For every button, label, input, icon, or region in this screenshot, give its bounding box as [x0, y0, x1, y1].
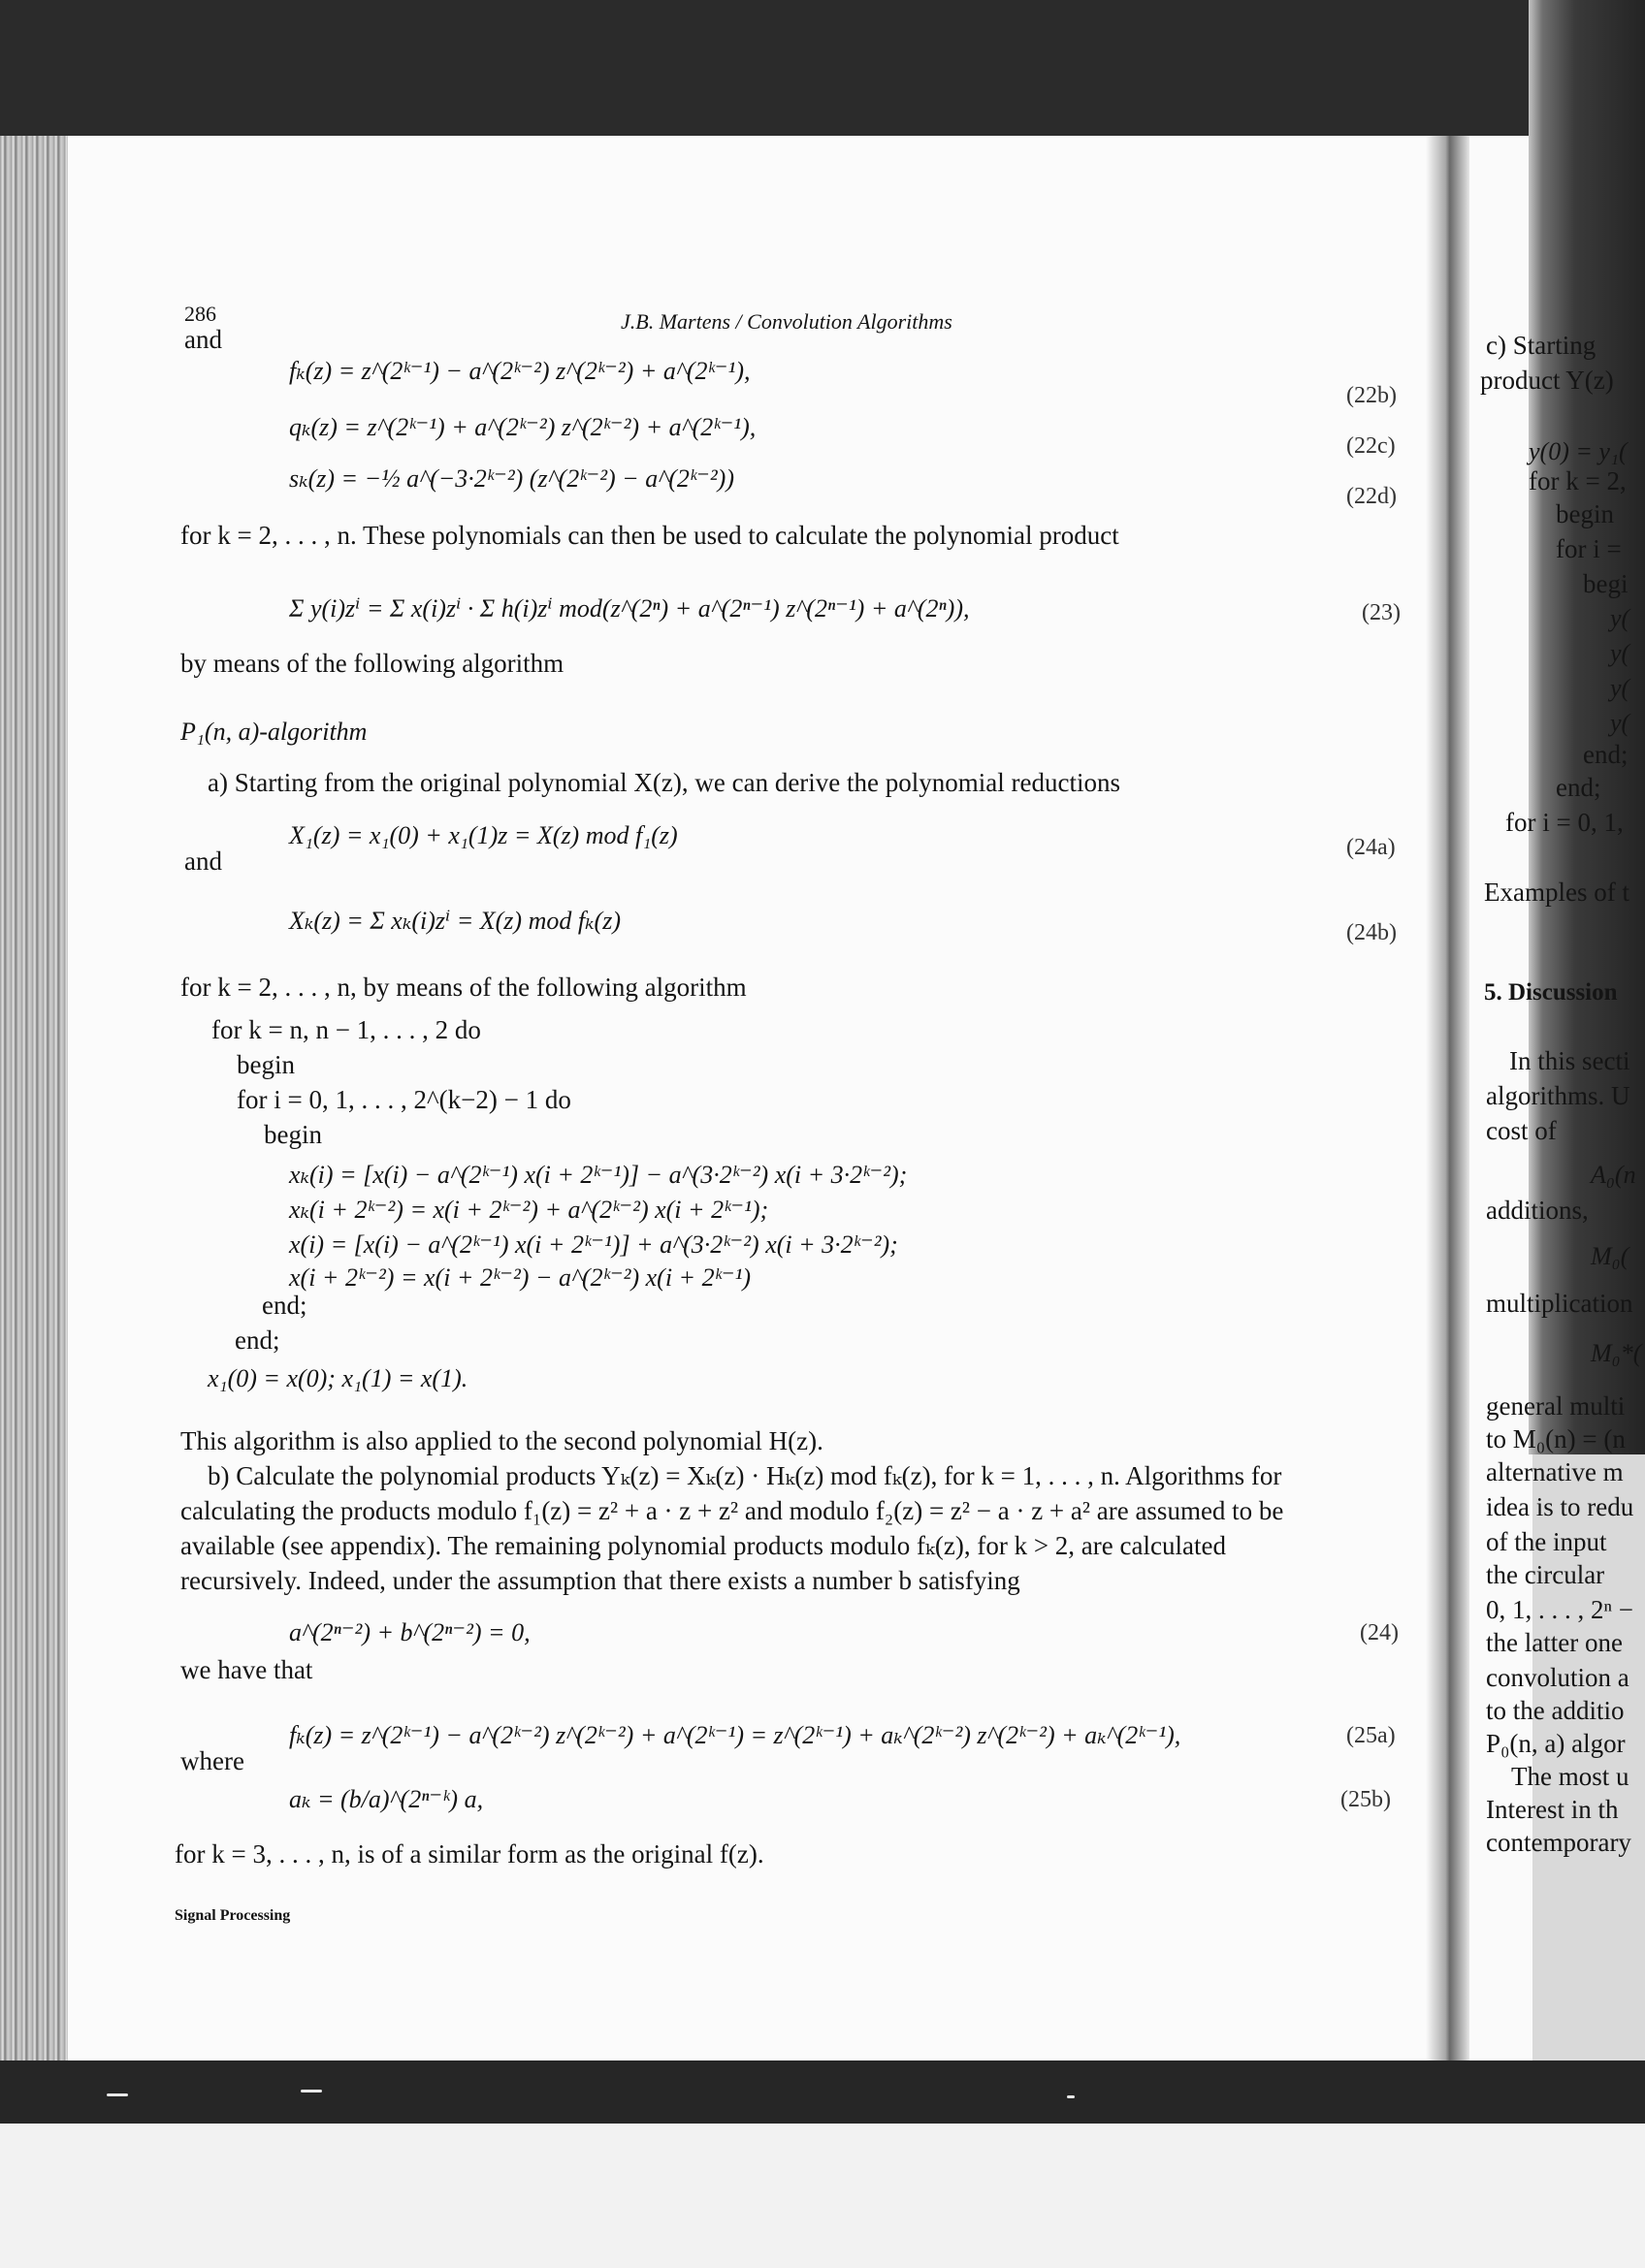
right-page-line-r08: y(	[1610, 604, 1630, 632]
right-page-line-r01: c) Starting	[1486, 331, 1597, 360]
text-line-l11: and	[184, 847, 222, 876]
scan-background-lower	[0, 2124, 1645, 2268]
text-line-l28: available (see appendix). The remaining polynomial products modulo fₖ(z), for k > 2, are calculated	[180, 1531, 1226, 1560]
right-page-line-r11: y(	[1610, 709, 1630, 737]
text-line-l08: P₁(n, a)-algorithm	[180, 718, 368, 746]
text-line-l16: for i = 0, 1, . . . , 2^(k−2) − 1 do	[237, 1085, 571, 1114]
text-line-l07: by means of the following algorithm	[180, 649, 564, 678]
equation-number-e25a: (25a)	[1346, 1723, 1396, 1748]
right-page-line-r34: to the additio	[1486, 1696, 1625, 1725]
right-page-line-r25: general multi	[1486, 1391, 1626, 1421]
text-line-l14: for k = n, n − 1, . . . , 2 do	[211, 1015, 481, 1044]
text-line-l18: xₖ(i) = [x(i) − a^(2ᵏ⁻¹) x(i + 2ᵏ⁻¹)] − a^(3·2ᵏ⁻²) x(i + 3·2ᵏ⁻²);	[289, 1161, 908, 1189]
right-page-line-r03: y(0) = y₁(	[1529, 437, 1628, 465]
right-page-line-r15: Examples of t	[1484, 878, 1629, 907]
running-title: J.B. Martens / Convolution Algorithms	[621, 309, 952, 334]
page-gutter	[1426, 136, 1469, 2065]
text-line-l32: fₖ(z) = z^(2ᵏ⁻¹) − a^(2ᵏ⁻²) z^(2ᵏ⁻²) + a^(2ᵏ⁻¹) = z^(2ᵏ⁻¹) + aₖ^(2ᵏ⁻²) z^(2ᵏ⁻²) + aₖ^(2ᵏ⁻¹),	[289, 1721, 1181, 1749]
text-line-l06: Σ y(i)zⁱ = Σ x(i)zⁱ · Σ h(i)zⁱ mod(z^(2ⁿ) + a^(2ⁿ⁻¹) z^(2ⁿ⁻¹) + a^(2ⁿ)),	[289, 594, 970, 623]
equation-number-e22d: (22d)	[1346, 484, 1397, 509]
text-line-l24: x₁(0) = x(0); x₁(1) = x(1).	[208, 1364, 468, 1392]
right-page-line-r19: cost of	[1486, 1116, 1557, 1145]
text-line-l05: for k = 2, . . . , n. These polynomials can then be used to calculate the polynomial product	[180, 521, 1119, 550]
right-page-line-r16: 5. Discussion	[1484, 979, 1618, 1006]
equation-number-e24a: (24a)	[1346, 835, 1396, 860]
right-page-line-r07: begi	[1583, 569, 1629, 598]
text-line-l09: a) Starting from the original polynomial X(z), we can derive the polynomial reductions	[208, 768, 1120, 797]
right-page-line-r23: multiplication	[1486, 1289, 1633, 1318]
page-edge-stack	[0, 136, 68, 2075]
right-page-line-r28: idea is to redu	[1486, 1492, 1634, 1521]
right-page-line-r26: to M₀(n) = (n	[1486, 1424, 1626, 1453]
text-line-l26: b) Calculate the polynomial products Yₖ(z) = Xₖ(z) · Hₖ(z) mod fₖ(z), for k = 1, . . . , n. Algorithms for	[208, 1461, 1282, 1490]
right-page-line-r29: of the input	[1486, 1527, 1607, 1556]
right-page-line-r30: the circular	[1486, 1560, 1605, 1589]
text-line-l01: and	[184, 325, 222, 354]
text-line-l35: for k = 3, . . . , n, is of a similar form as the original f(z).	[175, 1839, 764, 1869]
right-page-line-r14: for i = 0, 1,	[1505, 808, 1624, 837]
right-page-line-r12: end;	[1583, 740, 1629, 769]
right-page-line-r06: for i =	[1556, 534, 1622, 563]
text-line-l02: fₖ(z) = z^(2ᵏ⁻¹) − a^(2ᵏ⁻²) z^(2ᵏ⁻²) + a^(2ᵏ⁻¹),	[289, 357, 751, 385]
right-page-line-r13: end;	[1556, 773, 1601, 802]
text-line-l19: xₖ(i + 2ᵏ⁻²) = x(i + 2ᵏ⁻²) + a^(2ᵏ⁻²) x(i + 2ᵏ⁻¹);	[289, 1196, 769, 1224]
text-line-l21: x(i + 2ᵏ⁻²) = x(i + 2ᵏ⁻²) − a^(2ᵏ⁻²) x(i + 2ᵏ⁻¹)	[289, 1263, 752, 1292]
right-page-line-r20: A₀(n	[1591, 1161, 1636, 1189]
right-page-line-r36: The most u	[1511, 1762, 1629, 1791]
text-line-l31: we have that	[180, 1655, 313, 1684]
right-page-line-r05: begin	[1556, 499, 1614, 528]
text-line-l22: end;	[262, 1291, 307, 1320]
page-number: 286	[184, 302, 216, 326]
right-page-line-r31: 0, 1, . . . , 2ⁿ −	[1486, 1595, 1633, 1624]
text-line-l17: begin	[264, 1120, 322, 1149]
text-line-l12: Xₖ(z) = Σ xₖ(i)zⁱ = X(z) mod fₖ(z)	[289, 907, 621, 935]
text-line-l29: recursively. Indeed, under the assumption that there exists a number b satisfying	[180, 1566, 1020, 1595]
journal-footer: Signal Processing	[175, 1907, 291, 1924]
right-page-line-r32: the latter one	[1486, 1628, 1623, 1657]
equation-number-e24b: (24b)	[1346, 920, 1397, 945]
right-page-line-r38: contemporary	[1486, 1828, 1631, 1857]
text-line-l34: aₖ = (b/a)^(2ⁿ⁻ᵏ) a,	[289, 1785, 484, 1813]
equation-number-e22b: (22b)	[1346, 383, 1397, 408]
right-page-line-r02: product Y(z)	[1480, 366, 1614, 395]
right-page-line-r21: additions,	[1486, 1196, 1589, 1225]
text-line-l25: This algorithm is also applied to the second polynomial H(z).	[180, 1426, 823, 1455]
right-page-line-r33: convolution a	[1486, 1663, 1629, 1692]
text-line-l23: end;	[235, 1326, 280, 1355]
right-page-line-r09: y(	[1610, 639, 1630, 667]
scan-speck	[107, 2093, 128, 2096]
text-line-l13: for k = 2, . . . , n, by means of the following algorithm	[180, 973, 747, 1002]
text-line-l10: X₁(z) = x₁(0) + x₁(1)z = X(z) mod f₁(z)	[289, 821, 678, 849]
right-page-line-r35: P₀(n, a) algor	[1486, 1729, 1626, 1758]
right-page-line-r22: M₀(	[1591, 1242, 1629, 1270]
right-page-line-r10: y(	[1610, 674, 1630, 702]
scan-speck	[1067, 2095, 1075, 2098]
text-line-l15: begin	[237, 1050, 295, 1079]
text-line-l20: x(i) = [x(i) − a^(2ᵏ⁻¹) x(i + 2ᵏ⁻¹)] + a^(3·2ᵏ⁻²) x(i + 3·2ᵏ⁻²);	[289, 1230, 898, 1259]
right-page-line-r24: M₀*(	[1591, 1339, 1642, 1367]
equation-number-e24: (24)	[1360, 1620, 1399, 1645]
right-page-line-r27: alternative m	[1486, 1457, 1624, 1486]
equation-number-e22c: (22c)	[1346, 433, 1396, 459]
scan-speck	[301, 2090, 322, 2092]
equation-number-e25b: (25b)	[1340, 1787, 1391, 1812]
text-line-l30: a^(2ⁿ⁻²) + b^(2ⁿ⁻²) = 0,	[289, 1618, 531, 1646]
right-page-line-r18: algorithms. U	[1486, 1081, 1630, 1110]
scan-background-top	[0, 0, 1645, 145]
text-line-l04: sₖ(z) = −½ a^(−3·2ᵏ⁻²) (z^(2ᵏ⁻²) − a^(2ᵏ⁻²))	[289, 464, 734, 493]
right-page-line-r04: for k = 2,	[1529, 466, 1627, 495]
equation-number-e23: (23)	[1362, 600, 1401, 625]
text-line-l33: where	[180, 1746, 244, 1775]
right-page-line-r17: In this secti	[1509, 1046, 1630, 1075]
scan-background-bottom	[0, 2060, 1645, 2124]
text-line-l03: qₖ(z) = z^(2ᵏ⁻¹) + a^(2ᵏ⁻²) z^(2ᵏ⁻²) + a^(2ᵏ⁻¹),	[289, 413, 757, 441]
text-line-l27: calculating the products modulo f₁(z) = z² + a · z + z² and modulo f₂(z) = z² − a · z + a² are assumed to be	[180, 1496, 1284, 1525]
right-page-line-r37: Interest in th	[1486, 1795, 1619, 1824]
